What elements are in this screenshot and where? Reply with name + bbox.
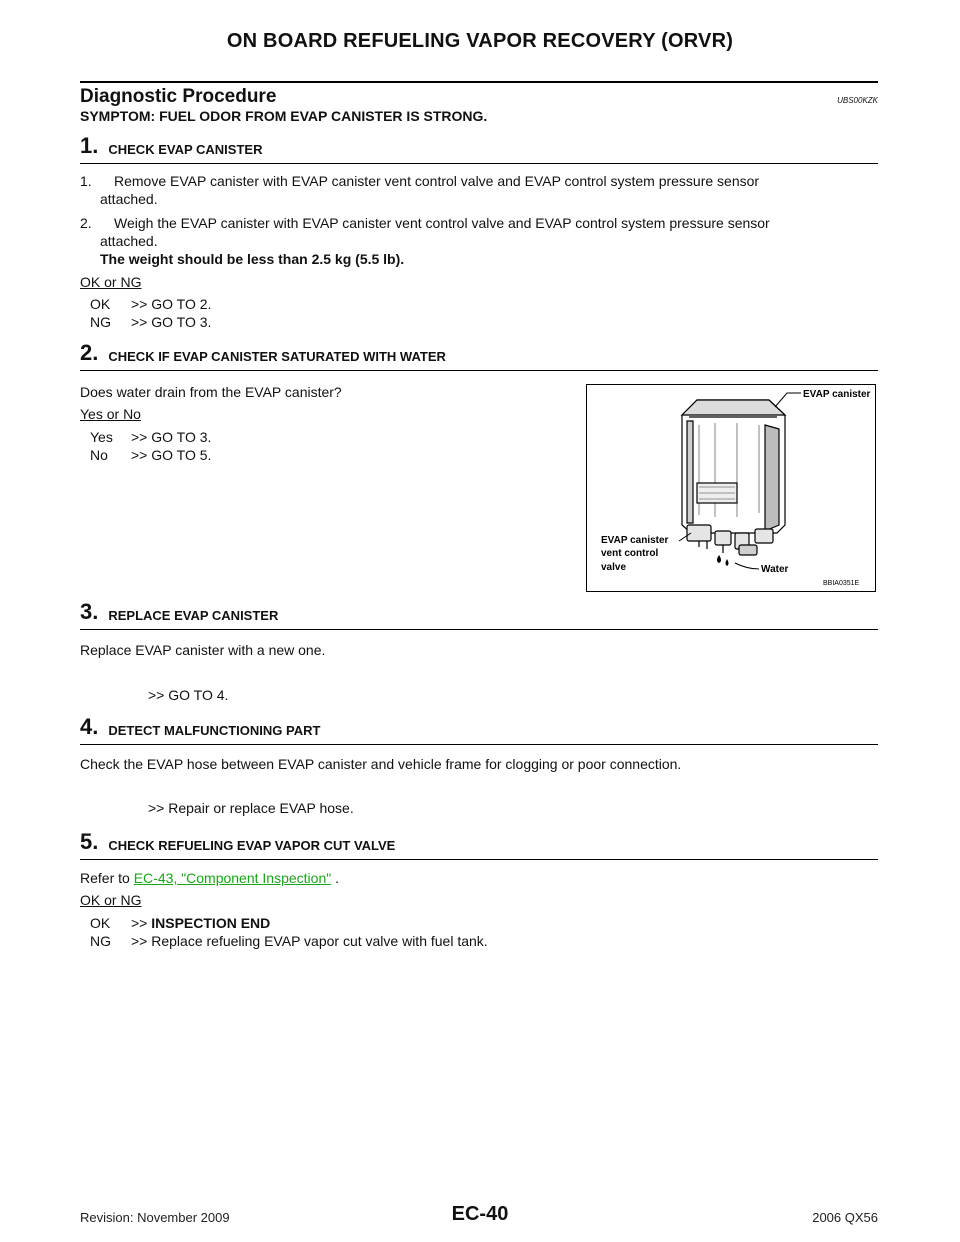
step5-result-ok [131, 914, 270, 932]
step-4-heading [80, 714, 878, 740]
step5-result-key-ng: NG [90, 933, 111, 949]
evap-canister-figure [586, 384, 876, 592]
step2-result-key-no: No [90, 447, 108, 463]
step2-question: Does water drain from the EVAP canister? [80, 384, 342, 400]
step1-weight-spec: The weight should be less than 2.5 kg (5.5 lb). [100, 251, 405, 267]
refer-suffix: . [331, 870, 339, 886]
step4-result: >> Repair or replace EVAP hose. [148, 800, 354, 816]
footer-revision: Revision: November 2009 [80, 1210, 230, 1225]
step-rule [80, 163, 878, 164]
step-title: CHECK REFUELING EVAP VAPOR CUT VALVE [108, 838, 396, 853]
step2-judge: Yes or No [80, 406, 141, 422]
step1-judge: OK or NG [80, 274, 142, 290]
page-header-title: ON BOARD REFUELING VAPOR RECOVERY (ORVR) [226, 30, 734, 52]
step-2-heading [80, 340, 878, 366]
label-water: Water [761, 564, 789, 575]
figure-code: BBIA0351E [823, 580, 860, 587]
component-inspection-link[interactable]: EC-43, "Component Inspection" [133, 870, 332, 886]
step5-result-key-ok: OK [90, 915, 111, 931]
step-5-heading [80, 829, 878, 855]
refer-prefix: Refer to [80, 870, 134, 886]
label-vent-valve-2: vent control [601, 548, 659, 559]
step1-item2-num: 2. [80, 215, 92, 231]
step3-text: Replace EVAP canister with a new one. [80, 642, 326, 658]
step-3-heading [80, 599, 878, 625]
step-rule [80, 744, 878, 745]
step1-result-ok: >> GO TO 2. [131, 296, 212, 312]
step-title: DETECT MALFUNCTIONING PART [108, 723, 321, 738]
step1-result-ng: >> GO TO 3. [131, 314, 212, 330]
step-1-heading [80, 133, 878, 159]
step5-result-ng: >> Replace refueling EVAP vapor cut valve with fuel tank. [131, 933, 488, 949]
footer-model: 2006 QX56 [812, 1210, 878, 1225]
step1-item1-line2: attached. [100, 191, 158, 207]
step2-result-no: >> GO TO 5. [131, 447, 212, 463]
step-rule [80, 629, 878, 630]
evap-canister-illustration [587, 385, 875, 591]
step2-result-yes: >> GO TO 3. [131, 429, 212, 445]
header-rule [80, 81, 878, 83]
step-number: 5. [80, 829, 99, 854]
step-number: 4. [80, 714, 99, 739]
symptom-line: SYMPTOM: FUEL ODOR FROM EVAP CANISTER IS STRONG. [80, 108, 488, 124]
inspection-end: INSPECTION END [151, 915, 271, 931]
label-vent-valve-3: valve [601, 562, 627, 573]
section-code: UBS00KZK [837, 96, 878, 105]
step1-item1-line1: Remove EVAP canister with EVAP canister vent control valve and EVAP control system pressure sensor [114, 173, 760, 189]
section-title: Diagnostic Procedure [80, 86, 277, 107]
label-vent-valve-1: EVAP canister [601, 535, 669, 546]
step-title: CHECK EVAP CANISTER [108, 142, 263, 157]
step4-text: Check the EVAP hose between EVAP canister and vehicle frame for clogging or poor connection. [80, 756, 682, 772]
step1-result-key-ng: NG [90, 314, 111, 330]
step1-item2-line1: Weigh the EVAP canister with EVAP canister vent control valve and EVAP control system pressure sensor [114, 215, 770, 231]
step5-judge: OK or NG [80, 892, 142, 908]
step1-result-key-ok: OK [90, 296, 111, 312]
page-number: EC-40 [451, 1203, 509, 1225]
step5-refer [80, 869, 339, 887]
step-title: REPLACE EVAP CANISTER [108, 608, 279, 623]
step-number: 1. [80, 133, 99, 158]
step3-result: >> GO TO 4. [148, 687, 229, 703]
result-arrow: >> [131, 915, 152, 931]
step2-result-key-yes: Yes [90, 429, 113, 445]
step-rule [80, 859, 878, 860]
step-number: 2. [80, 340, 99, 365]
step-number: 3. [80, 599, 99, 624]
step1-item2-line2: attached. [100, 233, 158, 249]
step-title: CHECK IF EVAP CANISTER SATURATED WITH WATER [108, 349, 446, 364]
step-rule [80, 370, 878, 371]
label-evap-canister: EVAP canister [803, 389, 871, 400]
step1-item1-num: 1. [80, 173, 92, 189]
